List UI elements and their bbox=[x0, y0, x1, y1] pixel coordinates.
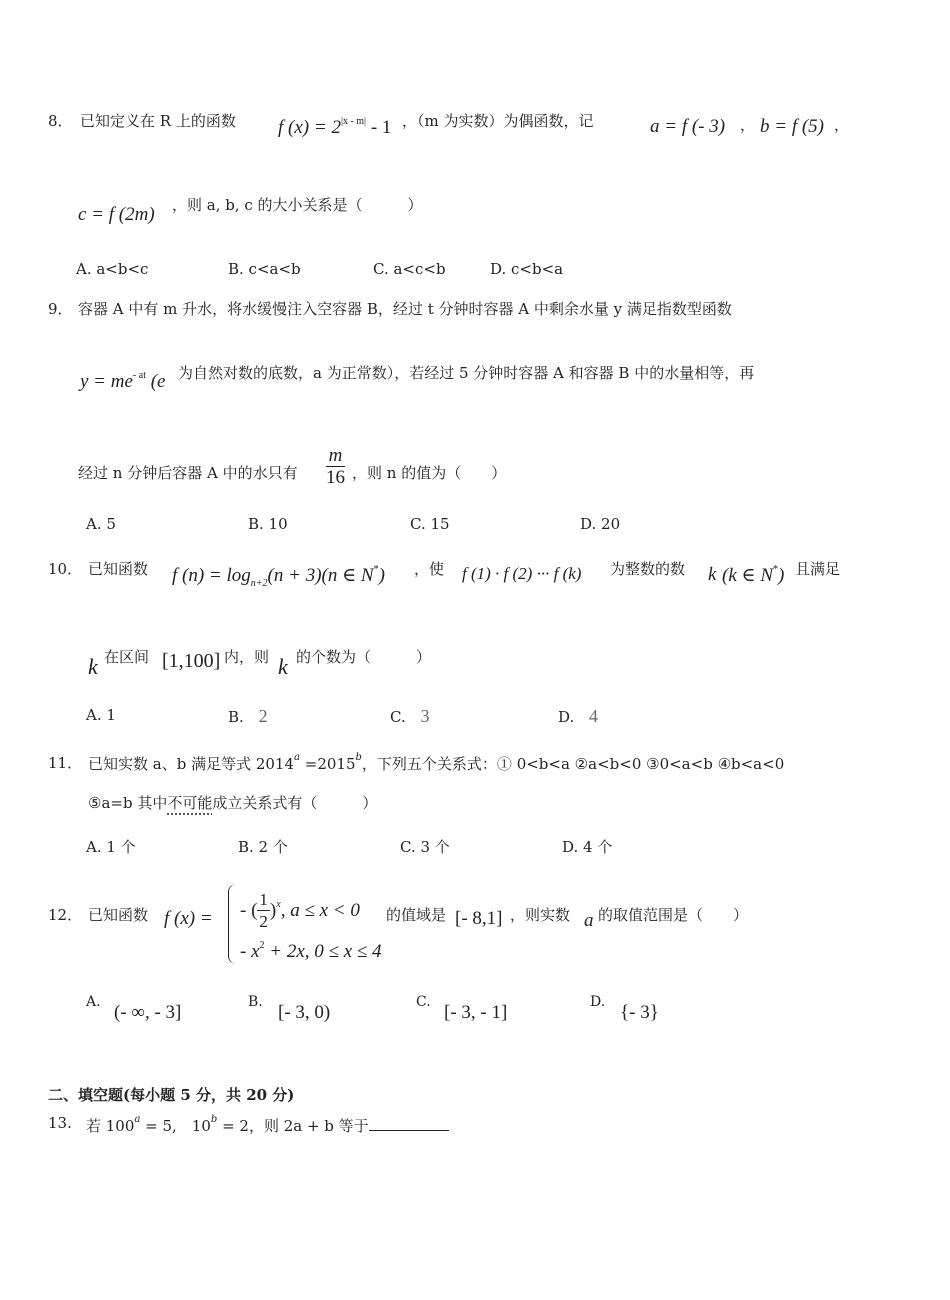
q9-formula: $y = me^{- at}$ (e bbox=[80, 370, 166, 392]
q9-fraction: $\frac{m}{16}$ bbox=[326, 445, 345, 488]
q9-option-a: A. 5 bbox=[86, 515, 116, 533]
q10-text-intro: 已知函数 bbox=[88, 560, 149, 578]
q12-option-a: (- ∞, - 3] bbox=[114, 1002, 182, 1023]
q11-line-1: 已知实数 a、b 满足等式 $2014^a =2015^b$，下列五个关系式：① 0<b<a ②a<b<0 ③0<a<b ④b<a<0 bbox=[88, 752, 785, 773]
q11-number: 11． bbox=[48, 754, 83, 772]
q11-option-b: B. 2 个 bbox=[238, 838, 288, 856]
q12-text-range: 的值域是 bbox=[386, 906, 447, 924]
q12-function-lhs: f (x) = bbox=[164, 908, 213, 929]
q10-text-make: ，使 bbox=[414, 560, 445, 578]
q10-option-c: C. 3 bbox=[390, 706, 430, 726]
q9-option-d: D. 20 bbox=[580, 515, 621, 533]
q9-line-3b: ，则 n 的值为（ ） bbox=[352, 464, 507, 482]
q12-brace bbox=[228, 884, 237, 964]
q8-comma: ， bbox=[740, 116, 756, 134]
q8-option-d: D. c<b<a bbox=[490, 260, 564, 278]
q12-case-1: - ( $\frac{1}{2}$ )$^x$, a ≤ x < 0 bbox=[240, 890, 360, 931]
q9-line-2: 为自然对数的底数，a 为正常数），若经过 5 分钟时容器 A 和容器 B 中的水量相等，再 bbox=[178, 364, 755, 382]
section-2-title: 二、填空题(每小题 5 分，共 20 分) bbox=[48, 1086, 295, 1104]
q11-option-d: D. 4 个 bbox=[562, 838, 613, 856]
q10-option-d: D. 4 bbox=[558, 706, 599, 726]
q9-line-3a: 经过 n 分钟后容器 A 中的水只有 bbox=[78, 464, 298, 482]
q13-number: 13. bbox=[48, 1114, 72, 1132]
q10-text-satisfy: 且满足 bbox=[795, 560, 841, 578]
q10-text-inside: 内，则 bbox=[224, 648, 270, 666]
q8-option-a: A. a<b<c bbox=[76, 260, 149, 278]
q8-a-definition: a = f (- 3) bbox=[650, 116, 726, 137]
q10-interval: [1,100] bbox=[162, 650, 221, 672]
q10-k-3: k bbox=[278, 654, 288, 679]
q12-option-d: {- 3} bbox=[620, 1002, 659, 1023]
q12-text-real: ，则实数 bbox=[510, 906, 571, 924]
q12-option-b-label: B. bbox=[248, 994, 263, 1010]
q12-range: [- 8,1] bbox=[455, 908, 503, 929]
q12-option-a-label: A. bbox=[86, 994, 101, 1010]
q10-k: k bbox=[708, 564, 717, 585]
q11-option-c: C. 3 个 bbox=[400, 838, 450, 856]
q8-text-intro: 已知定义在 R 上的函数 bbox=[80, 112, 236, 130]
q12-number: 12． bbox=[48, 906, 83, 924]
q8-function-formula: f $(x) = 2^{|x - m|} - 1$ bbox=[278, 116, 392, 138]
q11-emphasis: 不可能 bbox=[167, 794, 213, 812]
q12-option-c: [- 3, - 1] bbox=[444, 1002, 508, 1023]
q8-text-question: ，则 a, b, c 的大小关系是（ ） bbox=[172, 196, 423, 214]
q8-comma-2: ， bbox=[834, 116, 850, 134]
q8-option-c: C. a<c<b bbox=[373, 260, 446, 278]
q8-number: 8． bbox=[48, 112, 73, 130]
q10-text-count: 的个数为（ ） bbox=[296, 648, 432, 666]
q8-b-definition: b = f (5) bbox=[760, 116, 825, 137]
q8-text-even: ，（m 为实数）为偶函数，记 bbox=[402, 112, 594, 130]
q8-option-b: B. c<a<b bbox=[228, 260, 301, 278]
q13-text: 若 $100^a = 5$, $10^b = 2$，则 2a + b 等于 bbox=[86, 1114, 449, 1136]
q9-option-b: B. 10 bbox=[248, 515, 288, 533]
q12-option-d-label: D. bbox=[590, 994, 606, 1010]
q10-function-formula: f $(n) = \log_{n+2}(n + 3)(n$ ∈ N*) bbox=[172, 564, 385, 589]
q10-text-integer: 为整数的数 bbox=[610, 560, 686, 578]
q12-a: a bbox=[584, 910, 594, 931]
q11-option-a: A. 1 个 bbox=[86, 838, 136, 856]
q12-option-b: [- 3, 0) bbox=[278, 1002, 331, 1023]
q9-option-c: C. 15 bbox=[410, 515, 450, 533]
q13-answer-blank[interactable] bbox=[369, 1116, 449, 1131]
q12-text-question: 的取值范围是（ ） bbox=[598, 906, 749, 924]
q10-product: f (1) · f (2) ··· f (k) bbox=[462, 564, 582, 583]
q12-text-intro: 已知函数 bbox=[88, 906, 149, 924]
q12-case-2: - $x^2 + 2x$, 0 ≤ x ≤ 4 bbox=[240, 940, 382, 962]
q12-option-c-label: C. bbox=[416, 994, 431, 1010]
q10-option-b: B. 2 bbox=[228, 706, 268, 726]
q10-option-a: A. 1 bbox=[86, 706, 116, 724]
q11-line-2: ⑤a=b 其中不可能成立关系式有（ ） bbox=[88, 794, 378, 812]
q8-c-definition: c = f (2m) bbox=[78, 204, 155, 225]
q10-number: 10． bbox=[48, 560, 83, 578]
q9-number: 9． bbox=[48, 300, 73, 318]
q9-line-1: 容器 A 中有 m 升水，将水缓慢注入空容器 B，经过 t 分钟时容器 A 中剩余水量 y 满足指数型函数 bbox=[78, 300, 732, 318]
q10-text-interval: 在区间 bbox=[104, 648, 150, 666]
q10-k-set: (k ∈ N*) bbox=[722, 564, 785, 586]
q10-k-2: k bbox=[88, 654, 98, 679]
